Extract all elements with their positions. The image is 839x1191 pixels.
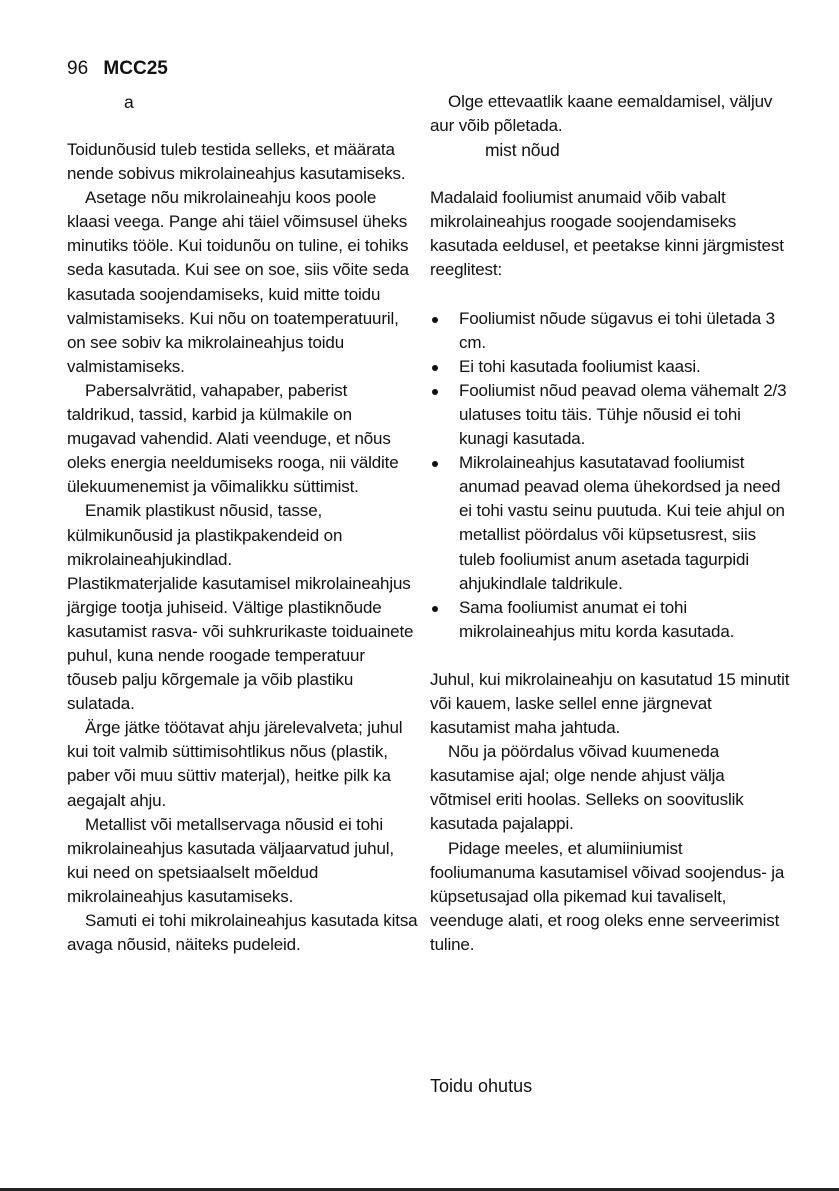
section-heading-foil-containers: mist nõud	[485, 140, 560, 161]
spacer	[430, 644, 790, 668]
foil-rules-list	[430, 307, 790, 644]
list-item: Fooliumist nõud peavad olema vähemalt 2/3 ulatuses toitu täis. Tühje nõusid ei tohi kunagi kasutada.	[430, 379, 790, 451]
paragraph: Pidage meeles, et alumiiniumist fooliumanuma kasutamisel võivad soojendus- ja küpsetusajad olla pikemad kui tavaliselt, veenduge alati, et roog oleks enne serveerimist tuline.	[430, 838, 785, 954]
section-heading-food-safety: Toidu ohutus	[430, 1076, 533, 1096]
paragraph: Enamik plastikust nõusid, tasse, külmikunõusid ja plastikpakendeid on mikrolaineahjukindlad.	[67, 501, 343, 569]
paragraph: Metallist või metallservaga nõusid ei tohi mikrolaineahjus kasutada väljaarvatud juhul, kui need on spetsiaalselt mõeldud mikrolaineahjus kasutamiseks.	[67, 814, 394, 906]
paragraph: Olge ettevaatlik kaane eemaldamisel, väljuv aur võib põletada.	[430, 92, 773, 136]
paragraph: Plastikmaterjalide kasutamisel mikrolaineahjus järgige tootja juhiseid. Vältige plastiknõude kasutamist rasva- või suhkrurikaste toiduainete puhul, kuna nende roogade temperatuur tõuseb palju kõrgemale ja võib plastiku sulatada.	[67, 573, 414, 714]
right-column	[430, 90, 790, 957]
section-heading-cookware: a	[124, 92, 134, 112]
left-column	[67, 90, 419, 957]
paragraph: Madalaid fooliumist anumaid võib vabalt mikrolaineahjus roogade soojendamiseks kasutada eeldusel, et peetakse kinni järgmistest reeglitest:	[430, 188, 784, 280]
page-header	[67, 57, 168, 81]
paragraph: Asetage nõu mikrolaineahju koos poole klaasi veega. Pange ahi täiel võimsusel üheks minutiks tööle. Kui toidunõu on tuline, ei tohiks seda kasutada. Kui see on soe, siis võite seda kasutada soojendamiseks, kuid mitte toidu valmistamiseks. Kui nõu on toatemperatuuril, on see sobiv ka mikrolaineahjus toidu valmistamiseks.	[67, 188, 409, 376]
list-item: Mikrolaineahjus kasutatavad fooliumist anumad peavad olema ühekordsed ja need ei tohi vastu seinu puutuda. Kui teie ahjul on metallist pöördalus või küpsetusrest, siis tuleb fooliumist anum asetada tagurpidi ahjukindlale taldrikule.	[430, 451, 790, 596]
list-item: Sama fooliumist anumat ei tohi mikrolaineahjus mitu korda kasutada.	[430, 596, 790, 644]
spacer	[430, 162, 790, 186]
paragraph: Toidunõusid tuleb testida selleks, et määrata nende sobivus mikrolaineahjus kasutamiseks.	[67, 140, 406, 184]
list-item: Fooliumist nõude sügavus ei tohi ületada 3 cm.	[430, 307, 790, 355]
spacer	[430, 283, 790, 307]
paragraph: Juhul, kui mikrolaineahju on kasutatud 15 minutit või kauem, laske sellel enne järgnevat kasutamist maha jahtuda.	[430, 669, 790, 738]
paragraph: Ärge jätke töötavat ahju järelevalveta; juhul kui toit valmib süttimisohtlikus nõus (plastik, paber või muu süttiv materjal), heitke pilk ka aegajalt ahju.	[67, 718, 403, 810]
paragraph: Nõu ja pöördalus võivad kuumeneda kasutamise ajal; olge nende ahjust välja võtmisel eriti hoolas. Selleks on soovituslik kasutada pajalappi.	[430, 742, 744, 834]
page-number: 96	[67, 58, 89, 79]
spacer	[67, 114, 419, 138]
paragraph: Pabersalvrätid, vahapaber, paberist taldrikud, tassid, karbid ja külmakile on mugavad vahendid. Alati veenduge, et nõus oleks energia neeldumiseks rooga, nii väldite ülekuumenemist ja võimalikku süttimist.	[67, 380, 399, 497]
model-name: MCC25	[103, 58, 168, 79]
list-item: Ei tohi kasutada fooliumist kaasi.	[430, 355, 790, 379]
paragraph: Samuti ei tohi mikrolaineahjus kasutada kitsa avaga nõusid, näiteks pudeleid.	[67, 911, 418, 955]
